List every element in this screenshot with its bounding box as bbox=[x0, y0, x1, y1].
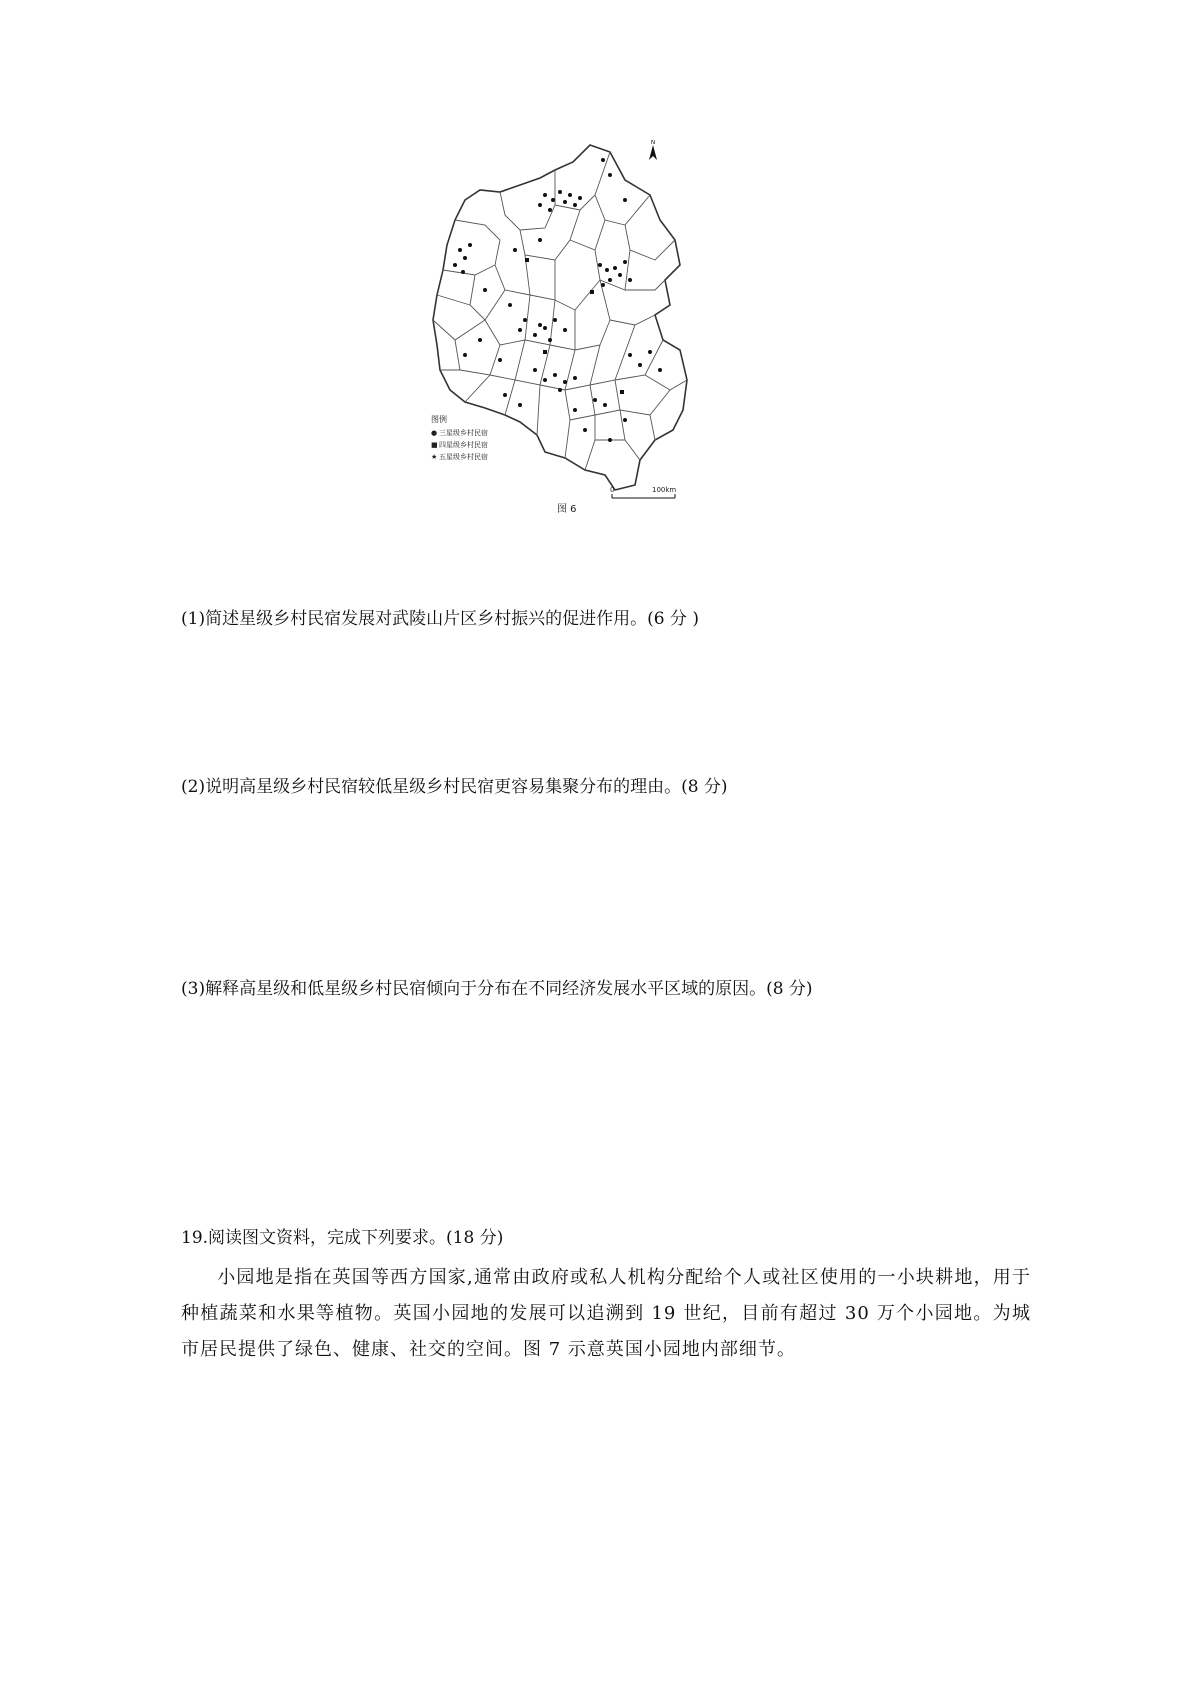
legend-item-1: 三星级乡村民宿 bbox=[439, 429, 488, 437]
homestay-points bbox=[453, 158, 662, 442]
legend-item-3: 五星级乡村民宿 bbox=[439, 453, 488, 461]
map-svg bbox=[425, 140, 775, 560]
legend-item-2: 四星级乡村民宿 bbox=[439, 441, 488, 449]
q19-heading: 19.阅读图文资料，完成下列要求。(18 分) bbox=[181, 1228, 504, 1248]
scale-bar bbox=[610, 486, 676, 498]
map-legend bbox=[431, 414, 488, 461]
svg-text:100km: 100km bbox=[652, 486, 677, 494]
svg-text:N: N bbox=[650, 140, 656, 146]
legend-symbol-1: ● bbox=[431, 429, 438, 437]
q19-paragraph-text: 小园地是指在英国等西方国家,通常由政府或私人机构分配给个人或社区使用的一小块耕地，用于种植蔬菜和水果等植物。英国小园地的发展可以追溯到 19 世纪，目前有超过 30 万个小园地。为城市居民提供了绿色、健康、社交的空间。图 7 示意英国小园地内部细节。 bbox=[181, 1267, 1031, 1360]
legend-symbol-3: ★ bbox=[431, 453, 438, 461]
question-2: (2)说明高星级乡村民宿较低星级乡村民宿更容易集聚分布的理由。(8 分) bbox=[181, 777, 728, 797]
map-figure bbox=[425, 140, 775, 560]
question-3: (3)解释高星级和低星级乡村民宿倾向于分布在不同经济发展水平区域的原因。(8 分) bbox=[181, 979, 813, 999]
svg-text:0: 0 bbox=[610, 486, 615, 494]
figure-caption: 图 6 bbox=[557, 504, 577, 515]
legend-symbol-2: ■ bbox=[431, 441, 438, 449]
county-boundaries bbox=[433, 152, 687, 470]
question-1: (1)简述星级乡村民宿发展对武陵山片区乡村振兴的促进作用。(6 分 ) bbox=[181, 609, 699, 629]
legend-title: 图例 bbox=[431, 415, 447, 424]
q19-paragraph bbox=[181, 1260, 1031, 1368]
north-arrow-icon bbox=[649, 140, 657, 160]
